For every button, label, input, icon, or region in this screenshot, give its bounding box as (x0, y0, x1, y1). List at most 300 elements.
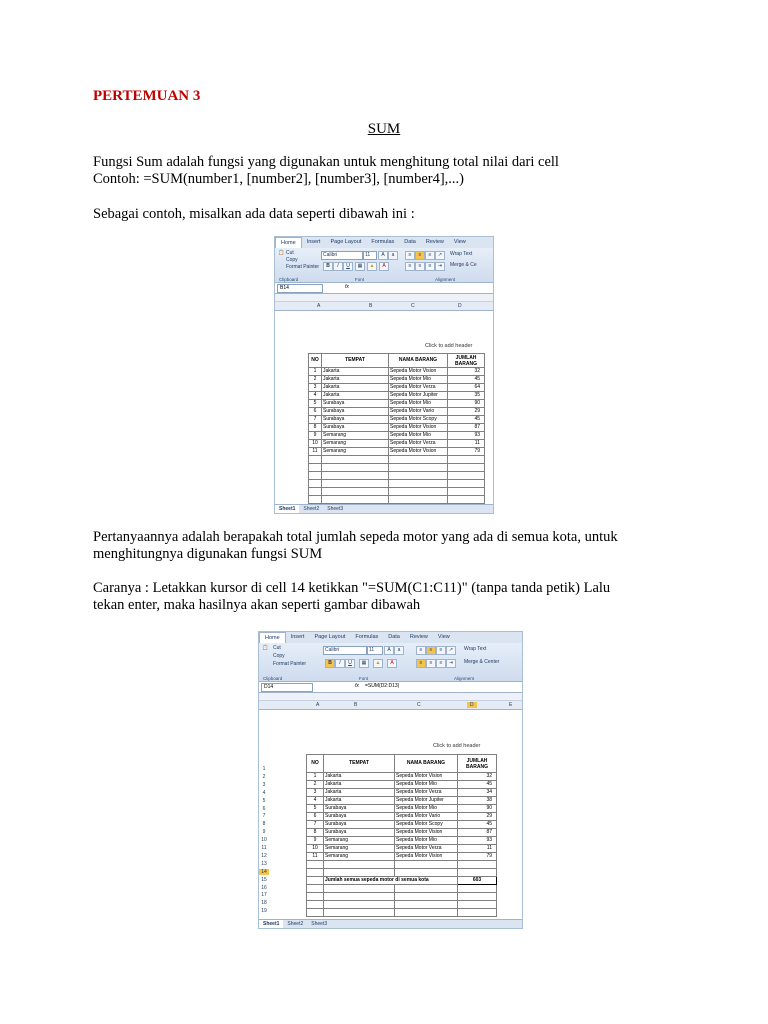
sheet-tab-2: Sheet2 (287, 921, 304, 927)
ribbon-tabs (275, 237, 493, 248)
border-icon: ▦ (359, 659, 369, 668)
cell-no: 11 (307, 853, 324, 861)
font-color-icon: A (387, 659, 397, 668)
cell-no: 8 (307, 829, 324, 837)
ribbon-tabs-2 (259, 632, 522, 643)
empty-row (307, 861, 497, 869)
table-row (309, 384, 485, 392)
empty-cell (322, 464, 389, 472)
empty-cell (309, 464, 322, 472)
italic-icon: I (333, 262, 343, 271)
empty-row (307, 909, 497, 917)
cell-tempat: Surabaya (324, 821, 395, 829)
th-tempat: TEMPAT (324, 755, 395, 773)
cell-nama-barang: Sepeda Motor Vision (389, 424, 448, 432)
empty-cell (448, 464, 485, 472)
orientation-icon: ↗ (435, 251, 445, 260)
th-tempat: TEMPAT (322, 354, 389, 368)
ruler (275, 294, 493, 302)
cell-tempat: Jakarta (324, 797, 395, 805)
tab-home: Home (259, 632, 286, 643)
table-row (307, 773, 497, 781)
cell-nama-barang: Sepeda Motor Vision (389, 448, 448, 456)
cell-jumlah: 29 (458, 813, 497, 821)
th-jumlah-barang: JUMLAH BARANG (458, 755, 497, 773)
fx-icon: fx (345, 284, 349, 290)
sheet-tab-3: Sheet3 (327, 506, 344, 512)
empty-cell (324, 893, 395, 901)
font-name-box: Calibri (323, 646, 367, 655)
font-name-box: Calibri (321, 251, 363, 260)
cell-no: 7 (309, 416, 322, 424)
table-row (309, 432, 485, 440)
empty-cell (309, 456, 322, 464)
cell-no: 2 (309, 376, 322, 384)
clipboard-group-label: Clipboard (279, 277, 299, 282)
empty-cell (307, 861, 324, 869)
cell-tempat: Surabaya (322, 424, 389, 432)
cell-jumlah: 45 (448, 376, 485, 384)
underline-icon: U (345, 659, 355, 668)
cell-tempat: Surabaya (322, 400, 389, 408)
border-icon: ▦ (355, 262, 365, 271)
sheet-tab-1: Sheet1 (275, 505, 299, 513)
empty-cell (309, 488, 322, 496)
th-no: NO (307, 755, 324, 773)
section-title: SUM (367, 121, 401, 137)
cell-no: 6 (309, 408, 322, 416)
table-row (309, 448, 485, 456)
row-number: 15 (261, 876, 267, 883)
cell-nama-barang: Sepeda Motor Jupiter (389, 392, 448, 400)
tab-formulas: Formulas (355, 634, 379, 640)
formula-text: =SUM(D2:D13) (365, 683, 400, 689)
cell-jumlah: 87 (448, 424, 485, 432)
empty-cell (322, 456, 389, 464)
cell-jumlah: 87 (458, 829, 497, 837)
cell-jumlah: 38 (458, 797, 497, 805)
cell-jumlah: 29 (448, 408, 485, 416)
data-table-1 (308, 353, 485, 512)
cell-nama-barang: Sepeda Motor Verza (395, 789, 458, 797)
col-header-c: C (417, 702, 421, 708)
cell-no: 11 (309, 448, 322, 456)
tab-insert: Insert (290, 634, 305, 640)
align-center-icon: ≡ (426, 659, 436, 668)
empty-cell (324, 909, 395, 917)
empty-cell (458, 893, 497, 901)
align-middle-icon: ≡ (415, 251, 425, 260)
th-nama-barang: NAMA BARANG (389, 354, 448, 368)
row-number: 19 (261, 908, 267, 915)
formula-bar-2 (259, 682, 522, 693)
empty-cell (389, 472, 448, 480)
cell-jumlah: 93 (458, 837, 497, 845)
cell-no: 4 (309, 392, 322, 400)
total-row (307, 877, 497, 885)
merge-center-label: Merge & Ce (450, 262, 477, 268)
cell-nama-barang: Sepeda Motor Vario (389, 408, 448, 416)
row-number: 1 (262, 766, 266, 772)
tab-page-layout: Page Layout (314, 634, 346, 640)
grow-font-icon: A (378, 251, 388, 260)
paragraph-intro-data: Sebagai contoh, misalkan ada data seperti dibawah ini : (93, 206, 415, 222)
col-header-d: D (467, 702, 477, 708)
col-header-b: B (354, 702, 358, 708)
table-row (309, 424, 485, 432)
empty-cell (324, 901, 395, 909)
table-row (309, 368, 485, 376)
empty-row (309, 456, 485, 464)
cell-nama-barang: Sepeda Motor Mio (389, 376, 448, 384)
empty-cell (307, 877, 324, 885)
column-headers (275, 302, 493, 311)
tab-data: Data (404, 239, 416, 245)
cell-no: 1 (309, 368, 322, 376)
table-row (307, 813, 497, 821)
click-to-add-header: Click to add header (425, 343, 473, 349)
align-center-icon: ≡ (415, 262, 425, 271)
paragraph-question-2: menghitungnya digunakan fungsi SUM (93, 546, 323, 562)
row-number: 17 (261, 892, 267, 899)
empty-cell (458, 909, 497, 917)
tab-formulas: Formulas (371, 239, 395, 245)
cell-jumlah: 32 (458, 773, 497, 781)
row-number: 8 (262, 821, 266, 828)
align-right-icon: ≡ (425, 262, 435, 271)
formula-bar (275, 283, 493, 294)
row-number: 9 (262, 829, 266, 836)
sheet-tab-3: Sheet3 (311, 921, 328, 927)
paragraph-steps-1: Caranya : Letakkan kursor di cell 14 ketikkan "=SUM(C1:C11)" (tanpa tanda petik) Lalu (93, 580, 611, 596)
empty-row (309, 496, 485, 504)
row-number: 12 (261, 852, 267, 859)
cell-tempat: Surabaya (322, 408, 389, 416)
empty-cell (309, 496, 322, 504)
cell-jumlah: 93 (448, 432, 485, 440)
format-painter-label: Format Painter (286, 264, 320, 270)
empty-cell (389, 496, 448, 504)
empty-cell (324, 869, 395, 877)
cell-nama-barang: Sepeda Motor Verza (389, 384, 448, 392)
cell-jumlah: 90 (458, 805, 497, 813)
ribbon-2 (259, 643, 522, 682)
paste-icon: 📋 (278, 250, 285, 256)
indent-icon: ⇥ (446, 659, 456, 668)
empty-cell (458, 861, 497, 869)
align-bottom-icon: ≡ (425, 251, 435, 260)
cell-nama-barang: Sepeda Motor Mio (389, 400, 448, 408)
page-heading: PERTEMUAN 3 (93, 88, 201, 104)
table-row (307, 797, 497, 805)
table-row (309, 408, 485, 416)
total-value: 603 (458, 877, 497, 885)
row-number: 5 (262, 797, 266, 804)
empty-cell (307, 909, 324, 917)
empty-cell (309, 472, 322, 480)
empty-cell (307, 901, 324, 909)
name-box: D14 (261, 683, 313, 692)
wrap-text-label: Wrap Text (450, 251, 473, 257)
empty-cell (395, 901, 458, 909)
row-number: 13 (261, 860, 267, 867)
table-body-2 (307, 773, 497, 917)
empty-cell (307, 885, 324, 893)
cell-nama-barang: Sepeda Motor Jupiter (395, 797, 458, 805)
cell-jumlah: 34 (458, 789, 497, 797)
empty-row (307, 869, 497, 877)
cell-nama-barang: Sepeda Motor Vision (395, 829, 458, 837)
table-body-1 (309, 368, 485, 512)
empty-cell (324, 861, 395, 869)
th-no: NO (309, 354, 322, 368)
empty-row (309, 472, 485, 480)
cell-tempat: Jakarta (324, 789, 395, 797)
cell-tempat: Semarang (322, 448, 389, 456)
cell-tempat: Jakarta (324, 773, 395, 781)
font-group-label: Font (355, 277, 365, 282)
cell-tempat: Jakarta (322, 392, 389, 400)
copy-label: Copy (273, 653, 285, 659)
cell-no: 9 (307, 837, 324, 845)
empty-cell (448, 456, 485, 464)
fill-color-icon: ▲ (367, 262, 377, 271)
align-right-icon: ≡ (436, 659, 446, 668)
empty-cell (448, 488, 485, 496)
empty-cell (458, 901, 497, 909)
cell-no: 5 (309, 400, 322, 408)
shrink-font-icon: a (388, 251, 398, 260)
copy-label: Copy (286, 257, 298, 263)
sheet-tab-2: Sheet2 (303, 506, 320, 512)
sheet-tab-1: Sheet1 (259, 920, 283, 928)
empty-cell (322, 488, 389, 496)
empty-row (309, 464, 485, 472)
empty-cell (448, 472, 485, 480)
merge-center-label: Merge & Center (464, 659, 500, 665)
align-left-icon: ≡ (416, 659, 426, 668)
cell-no: 3 (309, 384, 322, 392)
cell-tempat: Jakarta (322, 376, 389, 384)
cell-no: 10 (309, 440, 322, 448)
row-number: 4 (262, 789, 266, 796)
ruler-2 (259, 693, 522, 701)
data-table-2 (306, 754, 497, 917)
empty-cell (448, 496, 485, 504)
empty-cell (395, 909, 458, 917)
row-number: 10 (261, 837, 267, 844)
col-header-a: A (316, 702, 320, 708)
cell-nama-barang: Sepeda Motor Vision (395, 773, 458, 781)
cell-tempat: Semarang (324, 837, 395, 845)
table-row (309, 440, 485, 448)
tab-home: Home (275, 237, 302, 248)
cell-jumlah: 35 (448, 392, 485, 400)
empty-cell (307, 893, 324, 901)
align-middle-icon: ≡ (426, 646, 436, 655)
cell-no: 8 (309, 424, 322, 432)
row-number: 16 (261, 884, 267, 891)
cell-nama-barang: Sepeda Motor Vision (395, 853, 458, 861)
col-header-d: D (458, 303, 462, 309)
row-number: 2 (262, 773, 266, 780)
table-row (307, 853, 497, 861)
column-headers-2 (259, 701, 522, 710)
cell-tempat: Surabaya (322, 416, 389, 424)
row-number: 14 (259, 869, 269, 875)
font-color-icon: A (379, 262, 389, 271)
fx-icon: fx (355, 683, 359, 689)
cell-tempat: Semarang (322, 440, 389, 448)
cell-jumlah: 32 (448, 368, 485, 376)
col-header-a: A (317, 303, 321, 309)
empty-row (307, 901, 497, 909)
cell-nama-barang: Sepeda Motor Mio (395, 781, 458, 789)
cell-tempat: Semarang (322, 432, 389, 440)
table-row (309, 416, 485, 424)
cell-jumlah: 64 (448, 384, 485, 392)
row-number: 7 (262, 813, 266, 820)
cell-tempat: Jakarta (322, 384, 389, 392)
align-top-icon: ≡ (416, 646, 426, 655)
table-row (309, 392, 485, 400)
paste-icon: 📋 (262, 645, 269, 651)
cell-tempat: Semarang (324, 853, 395, 861)
bold-icon: B (325, 659, 335, 668)
cell-nama-barang: Sepeda Motor Vision (389, 368, 448, 376)
row-number: 6 (262, 805, 266, 812)
paragraph-steps-2: tekan enter, maka hasilnya akan seperti gambar dibawah (93, 597, 421, 613)
empty-cell (389, 456, 448, 464)
cell-nama-barang: Sepeda Motor Scopy (395, 821, 458, 829)
cell-jumlah: 45 (448, 416, 485, 424)
excel-screenshot-2 (258, 631, 523, 929)
cell-no: 10 (307, 845, 324, 853)
cell-nama-barang: Sepeda Motor Verza (395, 845, 458, 853)
cell-tempat: Surabaya (324, 813, 395, 821)
cell-no: 3 (307, 789, 324, 797)
cell-no: 4 (307, 797, 324, 805)
table-row (307, 837, 497, 845)
empty-cell (395, 893, 458, 901)
font-size-box: 11 (367, 646, 383, 655)
row-number: 18 (261, 900, 267, 907)
cell-no: 6 (307, 813, 324, 821)
cell-no: 2 (307, 781, 324, 789)
shrink-font-icon: a (394, 646, 404, 655)
table-row (309, 376, 485, 384)
empty-cell (389, 464, 448, 472)
fill-color-icon: ▲ (373, 659, 383, 668)
empty-cell (309, 480, 322, 488)
paragraph-definition: Fungsi Sum adalah fungsi yang digunakan untuk menghitung total nilai dari cell (93, 154, 559, 170)
table-row (307, 789, 497, 797)
ribbon (275, 248, 493, 283)
cell-nama-barang: Sepeda Motor Vario (395, 813, 458, 821)
empty-cell (389, 488, 448, 496)
cell-tempat: Semarang (324, 845, 395, 853)
empty-row (309, 488, 485, 496)
underline-icon: U (343, 262, 353, 271)
row-number: 11 (261, 845, 267, 851)
row-number: 3 (262, 781, 266, 788)
cell-no: 7 (307, 821, 324, 829)
cell-jumlah: 90 (448, 400, 485, 408)
cut-label: Cut (273, 645, 281, 651)
empty-cell (322, 480, 389, 488)
cell-nama-barang: Sepeda Motor Mio (395, 805, 458, 813)
font-group-label: Font (359, 676, 369, 681)
cell-jumlah: 11 (448, 440, 485, 448)
empty-cell (322, 496, 389, 504)
empty-cell (448, 480, 485, 488)
table-row (307, 829, 497, 837)
font-size-box: 11 (363, 251, 377, 260)
cell-no: 1 (307, 773, 324, 781)
cell-nama-barang: Sepeda Motor Mio (389, 432, 448, 440)
th-jumlah-barang: JUMLAH BARANG (448, 354, 485, 368)
paragraph-example-syntax: Contoh: =SUM(number1, [number2], [number3], [number4],...) (93, 171, 465, 187)
tab-data: Data (388, 634, 400, 640)
empty-cell (458, 885, 497, 893)
name-box: B14 (277, 284, 323, 293)
cell-nama-barang: Sepeda Motor Scopy (389, 416, 448, 424)
tab-view: View (453, 239, 466, 245)
excel-screenshot-1 (274, 236, 494, 514)
col-header-e: E (509, 702, 513, 708)
table-row (307, 821, 497, 829)
col-header-b: B (369, 303, 373, 309)
cut-label: Cut (286, 250, 294, 256)
tab-view: View (437, 634, 450, 640)
cell-jumlah: 79 (448, 448, 485, 456)
align-bottom-icon: ≡ (436, 646, 446, 655)
th-nama-barang: NAMA BARANG (395, 755, 458, 773)
tab-review: Review (409, 634, 428, 640)
align-top-icon: ≡ (405, 251, 415, 260)
cell-nama-barang: Sepeda Motor Mio (395, 837, 458, 845)
tab-page-layout: Page Layout (330, 239, 362, 245)
cell-no: 5 (307, 805, 324, 813)
empty-cell (395, 869, 458, 877)
empty-cell (395, 885, 458, 893)
empty-row (307, 885, 497, 893)
tab-review: Review (425, 239, 444, 245)
cell-jumlah: 79 (458, 853, 497, 861)
cell-tempat: Jakarta (322, 368, 389, 376)
table-row (309, 400, 485, 408)
cell-nama-barang: Sepeda Motor Verza (389, 440, 448, 448)
alignment-group-label: Alignment (435, 277, 456, 282)
cell-jumlah: 45 (458, 821, 497, 829)
paragraph-question-1: Pertanyaannya adalah berapakah total jumlah sepeda motor yang ada di semua kota, untuk (93, 529, 618, 545)
tab-insert: Insert (306, 239, 321, 245)
align-left-icon: ≡ (405, 262, 415, 271)
sheet-tabs-2 (259, 919, 522, 928)
table-row (307, 805, 497, 813)
empty-row (307, 893, 497, 901)
italic-icon: I (335, 659, 345, 668)
click-to-add-header: Click to add header (433, 743, 481, 749)
total-label: Jumlah semua sepeda motor di semua kota (324, 877, 458, 885)
wrap-text-label: Wrap Text (464, 646, 487, 652)
empty-cell (395, 861, 458, 869)
cell-tempat: Surabaya (324, 829, 395, 837)
clipboard-group-label: Clipboard (263, 676, 283, 681)
indent-icon: ⇥ (435, 262, 445, 271)
alignment-group-label: Alignment (454, 676, 475, 681)
empty-cell (322, 472, 389, 480)
